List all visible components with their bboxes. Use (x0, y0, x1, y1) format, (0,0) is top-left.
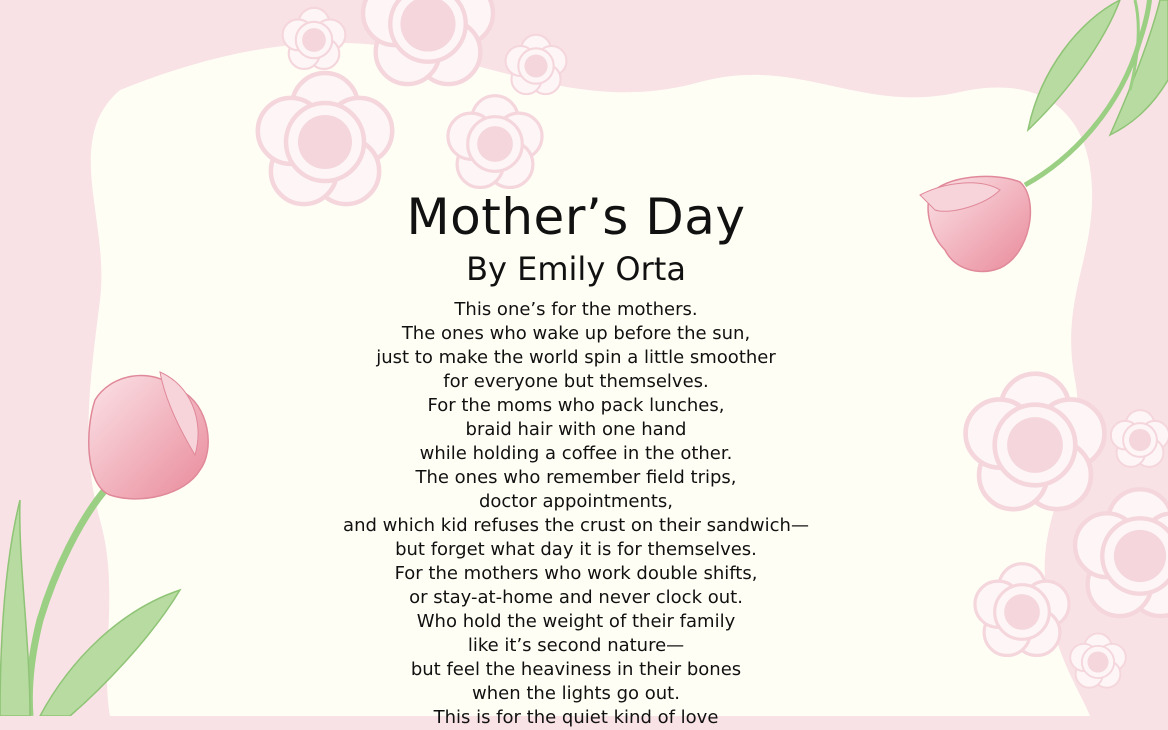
poem-line: This one’s for the mothers. (454, 299, 698, 320)
poem-line: but feel the heaviness in their bones (410, 659, 742, 680)
poem-author: By Emily Orta (466, 250, 686, 288)
poem-line: The ones who remember field trips, (415, 467, 737, 488)
poem-line: or stay-at-home and never clock out. (409, 587, 743, 608)
poem-line: for everyone but themselves. (443, 371, 709, 392)
poem-content (334, 186, 818, 730)
poem-line: The ones who wake up before the sun, (401, 323, 751, 344)
poem-line: braid hair with one hand (465, 419, 687, 440)
poem-line: For the mothers who work double shifts, (394, 563, 758, 584)
poem-title: Mother’s Day (406, 188, 746, 246)
poem-line: doctor appointments, (478, 491, 674, 512)
poem-lines (334, 298, 818, 730)
poem-line: when the lights go out. (472, 683, 680, 704)
poem-line: Who hold the weight of their family (416, 611, 736, 632)
poem-line: but forget what day it is for themselves. (395, 539, 757, 560)
poem-line: For the moms who pack lunches, (427, 395, 725, 416)
poem-line: and which kid refuses the crust on their sandwich— (343, 515, 809, 536)
poem-line: while holding a coffee in the other. (419, 443, 733, 464)
poem-line: This is for the quiet kind of love (433, 707, 719, 728)
poem-line: just to make the world spin a little smoother (376, 347, 776, 368)
poem-line: like it’s second nature— (467, 635, 685, 656)
